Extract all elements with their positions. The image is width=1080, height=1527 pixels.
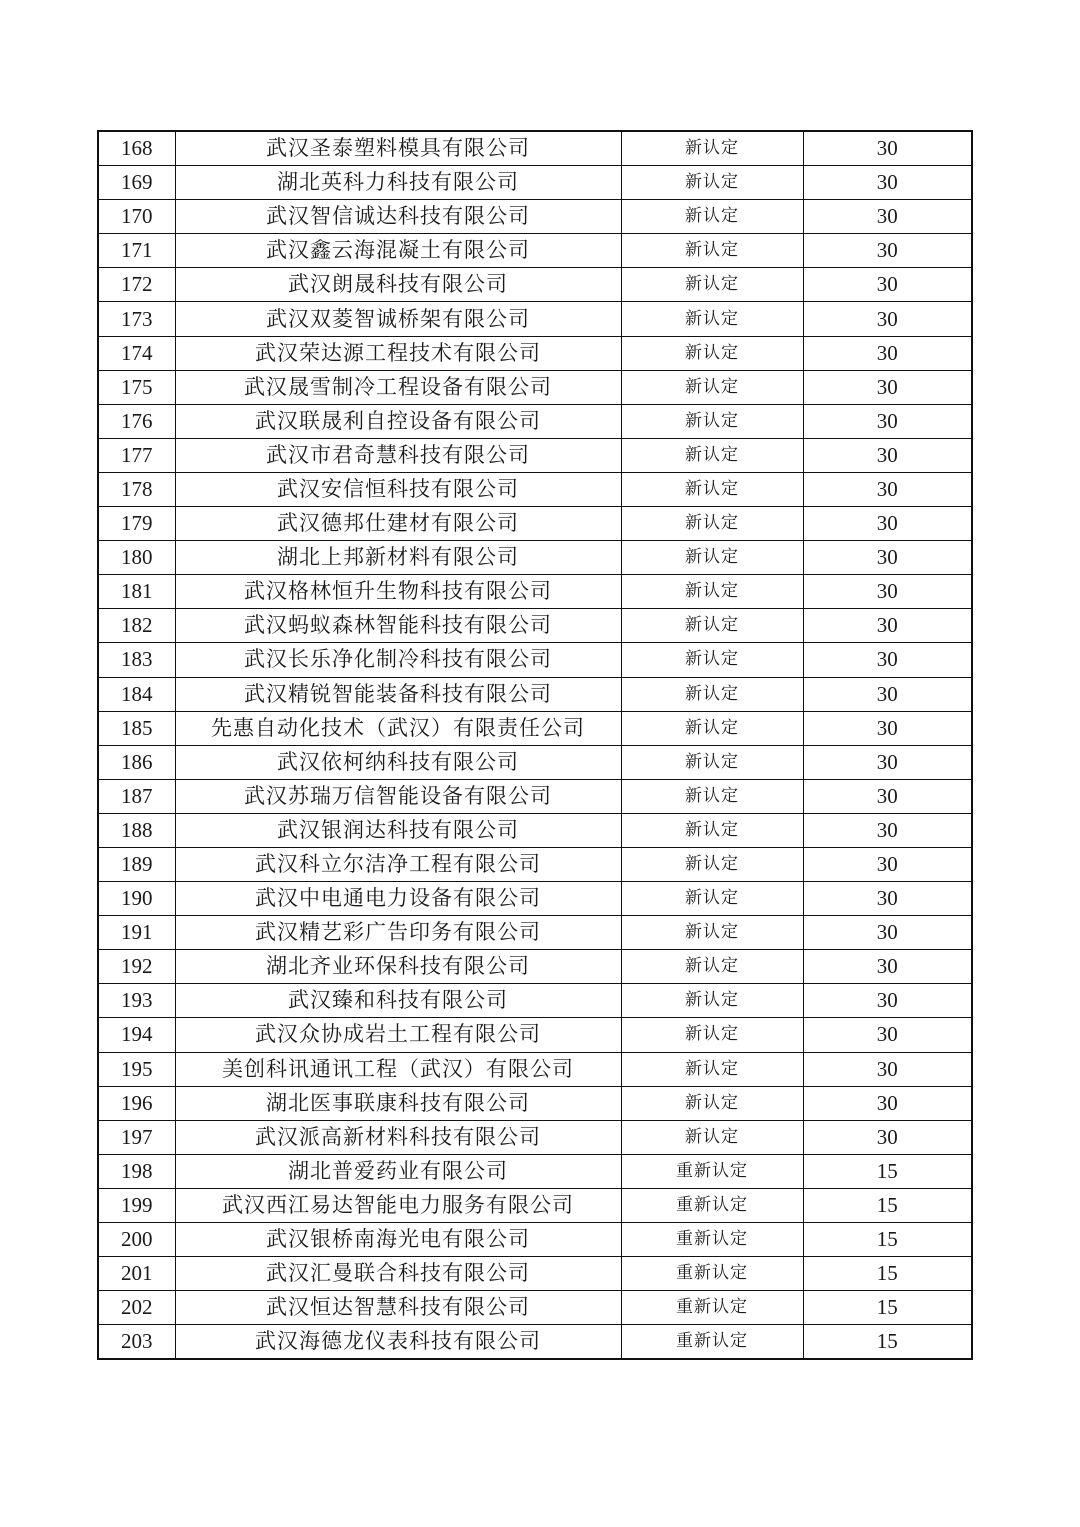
company-name: 武汉银润达科技有限公司	[175, 813, 621, 847]
company-name: 武汉智信诚达科技有限公司	[175, 200, 621, 234]
company-name: 武汉精艺彩广告印务有限公司	[175, 916, 621, 950]
table-row	[98, 370, 972, 404]
certification-type: 新认定	[621, 234, 803, 268]
award-amount: 15	[803, 1325, 972, 1360]
company-name: 美创科讯通讯工程（武汉）有限公司	[175, 1052, 621, 1086]
award-amount: 15	[803, 1223, 972, 1257]
company-name: 湖北上邦新材料有限公司	[175, 541, 621, 575]
certification-type: 重新认定	[621, 1223, 803, 1257]
table-row	[98, 609, 972, 643]
company-name: 武汉蚂蚁森林智能科技有限公司	[175, 609, 621, 643]
row-number: 178	[98, 472, 175, 506]
company-name: 武汉科立尔洁净工程有限公司	[175, 847, 621, 881]
award-amount: 30	[803, 370, 972, 404]
award-amount: 30	[803, 950, 972, 984]
certification-type: 新认定	[621, 507, 803, 541]
table-row	[98, 541, 972, 575]
table-row	[98, 677, 972, 711]
company-name: 武汉依柯纳科技有限公司	[175, 745, 621, 779]
table-row	[98, 1257, 972, 1291]
row-number: 195	[98, 1052, 175, 1086]
row-number: 199	[98, 1188, 175, 1222]
award-amount: 30	[803, 438, 972, 472]
certification-type: 新认定	[621, 950, 803, 984]
row-number: 168	[98, 131, 175, 166]
award-amount: 30	[803, 166, 972, 200]
certification-type: 新认定	[621, 643, 803, 677]
table-row	[98, 1052, 972, 1086]
award-amount: 30	[803, 1086, 972, 1120]
table-row	[98, 847, 972, 881]
row-number: 170	[98, 200, 175, 234]
company-name: 武汉晟雪制冷工程设备有限公司	[175, 370, 621, 404]
row-number: 186	[98, 745, 175, 779]
table-row	[98, 711, 972, 745]
table-row	[98, 438, 972, 472]
table-row	[98, 1120, 972, 1154]
award-amount: 30	[803, 234, 972, 268]
certification-type: 新认定	[621, 404, 803, 438]
table-row	[98, 916, 972, 950]
table-row	[98, 1086, 972, 1120]
award-amount: 30	[803, 541, 972, 575]
company-name: 武汉双菱智诚桥架有限公司	[175, 302, 621, 336]
certification-type: 新认定	[621, 779, 803, 813]
award-amount: 30	[803, 984, 972, 1018]
table-row	[98, 575, 972, 609]
company-name: 武汉联晟利自控设备有限公司	[175, 404, 621, 438]
table-row	[98, 745, 972, 779]
company-name: 武汉恒达智慧科技有限公司	[175, 1291, 621, 1325]
table-row	[98, 166, 972, 200]
award-amount: 30	[803, 916, 972, 950]
company-name: 武汉市君奇慧科技有限公司	[175, 438, 621, 472]
certification-type: 新认定	[621, 336, 803, 370]
certification-type: 重新认定	[621, 1154, 803, 1188]
company-name: 武汉安信恒科技有限公司	[175, 472, 621, 506]
company-name: 武汉海德龙仪表科技有限公司	[175, 1325, 621, 1360]
company-name: 武汉圣泰塑料模具有限公司	[175, 131, 621, 166]
certification-type: 新认定	[621, 916, 803, 950]
row-number: 175	[98, 370, 175, 404]
award-amount: 15	[803, 1257, 972, 1291]
certification-type: 新认定	[621, 438, 803, 472]
table-row	[98, 1154, 972, 1188]
company-name: 武汉格林恒升生物科技有限公司	[175, 575, 621, 609]
table-row	[98, 813, 972, 847]
certification-type: 新认定	[621, 609, 803, 643]
certification-type: 新认定	[621, 541, 803, 575]
row-number: 172	[98, 268, 175, 302]
certification-type: 新认定	[621, 1120, 803, 1154]
table-row	[98, 1223, 972, 1257]
certification-type: 新认定	[621, 302, 803, 336]
row-number: 203	[98, 1325, 175, 1360]
certification-type: 新认定	[621, 200, 803, 234]
table-row	[98, 1018, 972, 1052]
award-amount: 30	[803, 404, 972, 438]
row-number: 194	[98, 1018, 175, 1052]
row-number: 171	[98, 234, 175, 268]
company-name: 湖北医事联康科技有限公司	[175, 1086, 621, 1120]
company-name: 武汉精锐智能装备科技有限公司	[175, 677, 621, 711]
table-row	[98, 131, 972, 166]
row-number: 192	[98, 950, 175, 984]
company-name: 武汉长乐净化制冷科技有限公司	[175, 643, 621, 677]
award-amount: 30	[803, 882, 972, 916]
award-amount: 30	[803, 711, 972, 745]
award-amount: 30	[803, 302, 972, 336]
company-name: 武汉汇曼联合科技有限公司	[175, 1257, 621, 1291]
row-number: 193	[98, 984, 175, 1018]
table-row	[98, 1188, 972, 1222]
row-number: 176	[98, 404, 175, 438]
table-row	[98, 507, 972, 541]
award-amount: 30	[803, 643, 972, 677]
company-name: 武汉中电通电力设备有限公司	[175, 882, 621, 916]
company-name: 武汉德邦仕建材有限公司	[175, 507, 621, 541]
row-number: 190	[98, 882, 175, 916]
award-amount: 30	[803, 472, 972, 506]
certification-type: 新认定	[621, 472, 803, 506]
row-number: 184	[98, 677, 175, 711]
row-number: 200	[98, 1223, 175, 1257]
table-row	[98, 472, 972, 506]
certification-type: 新认定	[621, 370, 803, 404]
award-amount: 30	[803, 1120, 972, 1154]
award-amount: 30	[803, 131, 972, 166]
company-name: 先惠自动化技术（武汉）有限责任公司	[175, 711, 621, 745]
award-amount: 30	[803, 575, 972, 609]
table-row	[98, 643, 972, 677]
company-name: 武汉西江易达智能电力服务有限公司	[175, 1188, 621, 1222]
award-amount: 30	[803, 1052, 972, 1086]
row-number: 198	[98, 1154, 175, 1188]
company-name: 武汉众协成岩土工程有限公司	[175, 1018, 621, 1052]
award-amount: 30	[803, 609, 972, 643]
company-name: 湖北普爱药业有限公司	[175, 1154, 621, 1188]
row-number: 201	[98, 1257, 175, 1291]
row-number: 181	[98, 575, 175, 609]
company-name: 武汉朗晟科技有限公司	[175, 268, 621, 302]
table-row	[98, 779, 972, 813]
award-amount: 30	[803, 507, 972, 541]
award-amount: 30	[803, 1018, 972, 1052]
company-table	[97, 130, 973, 1360]
certification-type: 新认定	[621, 575, 803, 609]
table-row	[98, 1325, 972, 1360]
table-row	[98, 950, 972, 984]
certification-type: 新认定	[621, 131, 803, 166]
certification-type: 新认定	[621, 166, 803, 200]
award-amount: 30	[803, 779, 972, 813]
row-number: 187	[98, 779, 175, 813]
company-table-container	[97, 130, 971, 1360]
award-amount: 15	[803, 1188, 972, 1222]
award-amount: 15	[803, 1291, 972, 1325]
certification-type: 新认定	[621, 268, 803, 302]
table-row	[98, 234, 972, 268]
award-amount: 15	[803, 1154, 972, 1188]
certification-type: 重新认定	[621, 1257, 803, 1291]
table-row	[98, 336, 972, 370]
row-number: 197	[98, 1120, 175, 1154]
row-number: 169	[98, 166, 175, 200]
row-number: 182	[98, 609, 175, 643]
company-name: 武汉臻和科技有限公司	[175, 984, 621, 1018]
certification-type: 新认定	[621, 1086, 803, 1120]
certification-type: 新认定	[621, 1052, 803, 1086]
certification-type: 重新认定	[621, 1291, 803, 1325]
award-amount: 30	[803, 847, 972, 881]
table-row	[98, 404, 972, 438]
row-number: 185	[98, 711, 175, 745]
certification-type: 新认定	[621, 745, 803, 779]
table-row	[98, 302, 972, 336]
table-row	[98, 268, 972, 302]
table-row	[98, 882, 972, 916]
award-amount: 30	[803, 336, 972, 370]
company-name: 武汉苏瑞万信智能设备有限公司	[175, 779, 621, 813]
certification-type: 重新认定	[621, 1188, 803, 1222]
certification-type: 新认定	[621, 882, 803, 916]
award-amount: 30	[803, 677, 972, 711]
row-number: 188	[98, 813, 175, 847]
certification-type: 新认定	[621, 677, 803, 711]
table-row	[98, 1291, 972, 1325]
certification-type: 新认定	[621, 813, 803, 847]
certification-type: 新认定	[621, 984, 803, 1018]
row-number: 196	[98, 1086, 175, 1120]
certification-type: 新认定	[621, 1018, 803, 1052]
row-number: 183	[98, 643, 175, 677]
row-number: 177	[98, 438, 175, 472]
award-amount: 30	[803, 268, 972, 302]
row-number: 174	[98, 336, 175, 370]
row-number: 180	[98, 541, 175, 575]
row-number: 179	[98, 507, 175, 541]
row-number: 189	[98, 847, 175, 881]
certification-type: 新认定	[621, 847, 803, 881]
company-name: 武汉鑫云海混凝土有限公司	[175, 234, 621, 268]
company-name: 武汉派高新材料科技有限公司	[175, 1120, 621, 1154]
company-name: 湖北英科力科技有限公司	[175, 166, 621, 200]
table-row	[98, 984, 972, 1018]
row-number: 173	[98, 302, 175, 336]
certification-type: 新认定	[621, 711, 803, 745]
award-amount: 30	[803, 745, 972, 779]
award-amount: 30	[803, 200, 972, 234]
certification-type: 重新认定	[621, 1325, 803, 1360]
row-number: 202	[98, 1291, 175, 1325]
company-name: 武汉荣达源工程技术有限公司	[175, 336, 621, 370]
table-body	[98, 131, 972, 1359]
award-amount: 30	[803, 813, 972, 847]
company-name: 武汉银桥南海光电有限公司	[175, 1223, 621, 1257]
table-row	[98, 200, 972, 234]
company-name: 湖北齐业环保科技有限公司	[175, 950, 621, 984]
row-number: 191	[98, 916, 175, 950]
